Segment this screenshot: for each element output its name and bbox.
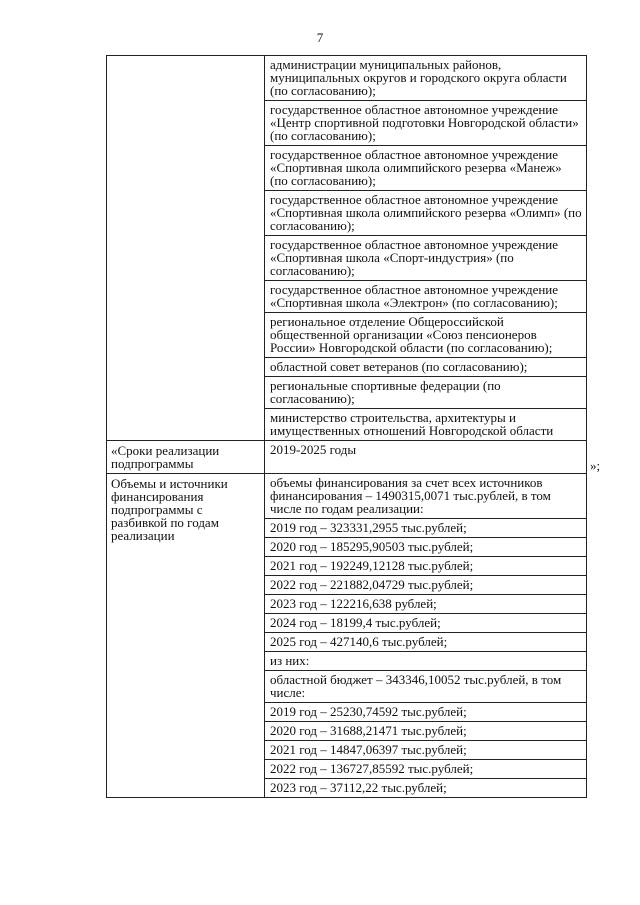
funding-item: 2023 год – 37112,22 тыс.рублей; [265,778,586,797]
funding-item: 2022 год – 136727,85592 тыс.рублей; [265,759,586,778]
funding-item: из них: [265,651,586,670]
funding-item: 2019 год – 323331,2955 тыс.рублей; [265,518,586,537]
terms-row [107,440,586,473]
executor-item: государственное областное автономное учреждение «Спортивная школа олимпийского резерва «Манеж» (по согласованию); [265,145,586,190]
funding-item: 2022 год – 221882,04729 тыс.рублей; [265,575,586,594]
funding-label: Объемы и источники финансирования подпрограммы с разбивкой по годам реализации [107,474,265,797]
funding-item: объемы финансирования за счет всех источников финансирования – 1490315,0071 тыс.рублей, в том числе по годам реализации: [270,475,551,516]
executors-row [107,56,586,440]
funding-item: 2020 год – 31688,21471 тыс.рублей; [265,721,586,740]
funding-item: 2025 год – 427140,6 тыс.рублей; [265,632,586,651]
closing-mark: »; [590,458,601,473]
funding-item: областной бюджет – 343346,10052 тыс.рублей, в том числе: [265,670,586,702]
page-number: 7 [316,30,324,45]
executors-label-cell [107,56,265,440]
executor-item: государственное областное автономное учреждение «Спортивная школа олимпийского резерва «Олимп» (по согласованию); [265,190,586,235]
executor-item: государственное областное автономное учреждение «Спортивная школа «Спорт-индустрия» (по согласованию); [265,235,586,280]
funding-item: 2021 год – 14847,06397 тыс.рублей; [265,740,586,759]
executor-item: администрации муниципальных районов, муниципальных округов и городского округа области (по согласованию); [270,57,567,98]
funding-item: 2021 год – 192249,12128 тыс.рублей; [265,556,586,575]
funding-row [107,473,586,797]
terms-value: 2019-2025 годы [270,442,357,457]
executor-item: региональные спортивные федерации (по согласованию); [265,376,586,408]
executor-item: областной совет ветеранов (по согласованию); [265,357,586,376]
executor-item: государственное областное автономное учреждение «Центр спортивной подготовки Новгородской области» (по согласованию); [265,100,586,145]
funding-item: 2019 год – 25230,74592 тыс.рублей; [265,702,586,721]
funding-list [265,474,586,797]
executors-list [265,56,586,440]
executor-item: региональное отделение Общероссийской общественной организации «Союз пенсионеров России» Новгородской области (по согласованию); [265,312,586,357]
executor-item: министерство строительства, архитектуры и имущественных отношений Новгородской области [265,408,586,440]
funding-item: 2023 год – 122216,638 рублей; [265,594,586,613]
funding-item: 2020 год – 185295,90503 тыс.рублей; [265,537,586,556]
executor-item: государственное областное автономное учреждение «Спортивная школа «Электрон» (по согласованию); [265,280,586,312]
terms-label: «Сроки реализации подпрограммы [107,441,265,473]
passport-table [106,55,587,798]
funding-item: 2024 год – 18199,4 тыс.рублей; [265,613,586,632]
